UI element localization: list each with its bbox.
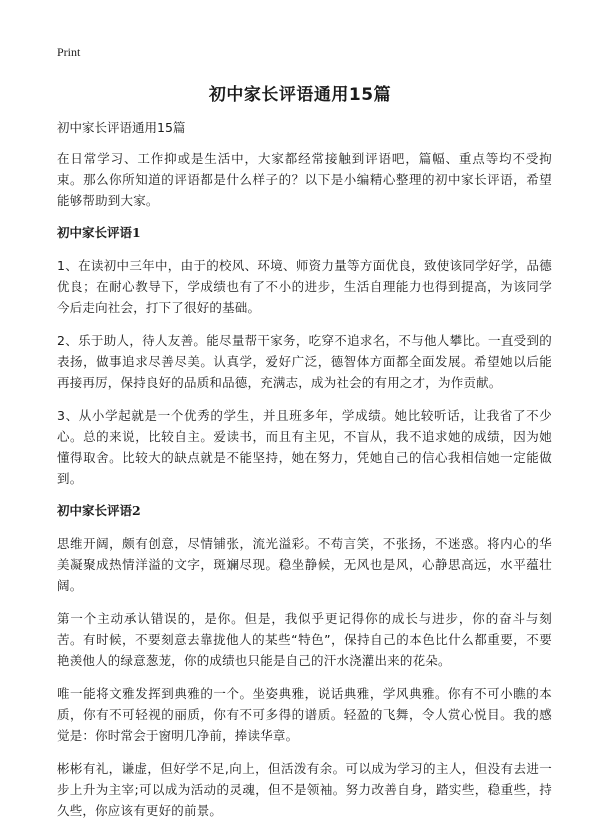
paragraph: 3、从小学起就是一个优秀的学生，并且班多年，学成绩。她比较听话，让我省了不少心。总的来说，比较自主。爱读书，而且有主见，不盲从，我不追求她的成绩，因为她懂得取舍。比较大的缺点就是不能坚持，她在努力，凭她自己的信心我相信她一定能做到。 (57, 408, 552, 486)
page-title: 初中家长评语通用15篇 (208, 85, 392, 105)
paragraph: 思维开阔，颇有创意，尽情铺张，流光溢彩。不苟言笑，不张扬，不迷惑。将内心的华美凝聚成热情洋溢的文字，斑斓尽现。稳坐静候，无风也是风，心静思高远，水平蕴壮阔。 (57, 536, 552, 593)
section-2 (57, 501, 552, 821)
paragraph: 第一个主动承认错误的，是你。但是，我似乎更记得你的成长与进步，你的奋斗与刻苦。有时候，不要刻意去靠拢他人的某些“特色”，保持自己的本色比什么都重要，不要艳羡他人的绿意葱茏，你的成绩也只能是自己的汗水浇灌出来的花朵。 (57, 611, 552, 668)
paragraph: 2、乐于助人，待人友善。能尽量帮干家务，吃穿不追求名，不与他人攀比。一直受到的表扬，做事追求尽善尽美。认真学，爱好广泛，德智体方面都全面发展。希望她以后能再接再厉，保持良好的品质和品德，充满志，成为社会的有用之才，为作贡献。 (57, 333, 552, 390)
print-link[interactable]: Print (57, 45, 81, 59)
section-heading: 初中家长评语2 (57, 503, 141, 518)
article-subtitle: 初中家长评语通用15篇 (57, 120, 186, 135)
paragraph: 唯一能将文雅发挥到典雅的一个。坐姿典雅，说话典雅，学风典雅。你有不可小瞧的本质，你有不可轻视的丽质，你有不可多得的谱质。轻盈的飞舞，令人赏心悦目。我的感觉是：你时常会于窗明几净前，捧读华章。 (57, 686, 552, 743)
paragraph: 彬彬有礼，谦虚，但好学不足,向上，但活泼有余。可以成为学习的主人，但没有去进一步上升为主宰;可以成为活动的灵魂，但不是领袖。努力改善自身，踏实些，稳重些，持久些，你应该有更好的前景。 (57, 761, 552, 818)
section-heading: 初中家长评语1 (57, 225, 141, 240)
section-1 (57, 223, 552, 489)
article-body (57, 118, 552, 833)
intro-paragraph: 在日常学习、工作抑或是生活中，大家都经常接触到评语吧，篇幅、重点等均不受拘束。那么你所知道的评语都是什么样子的？以下是小编精心整理的初中家长评语，希望能够帮助到大家。 (57, 151, 552, 208)
paragraph: 1、在读初中三年中，由于的校风、环境、师资力量等方面优良，致使该同学好学，品德优良；在耐心教导下，学成绩也有了不小的进步，生活自理能力也得到提高，为该同学今后走向社会，打下了很好的基础。 (57, 258, 552, 315)
